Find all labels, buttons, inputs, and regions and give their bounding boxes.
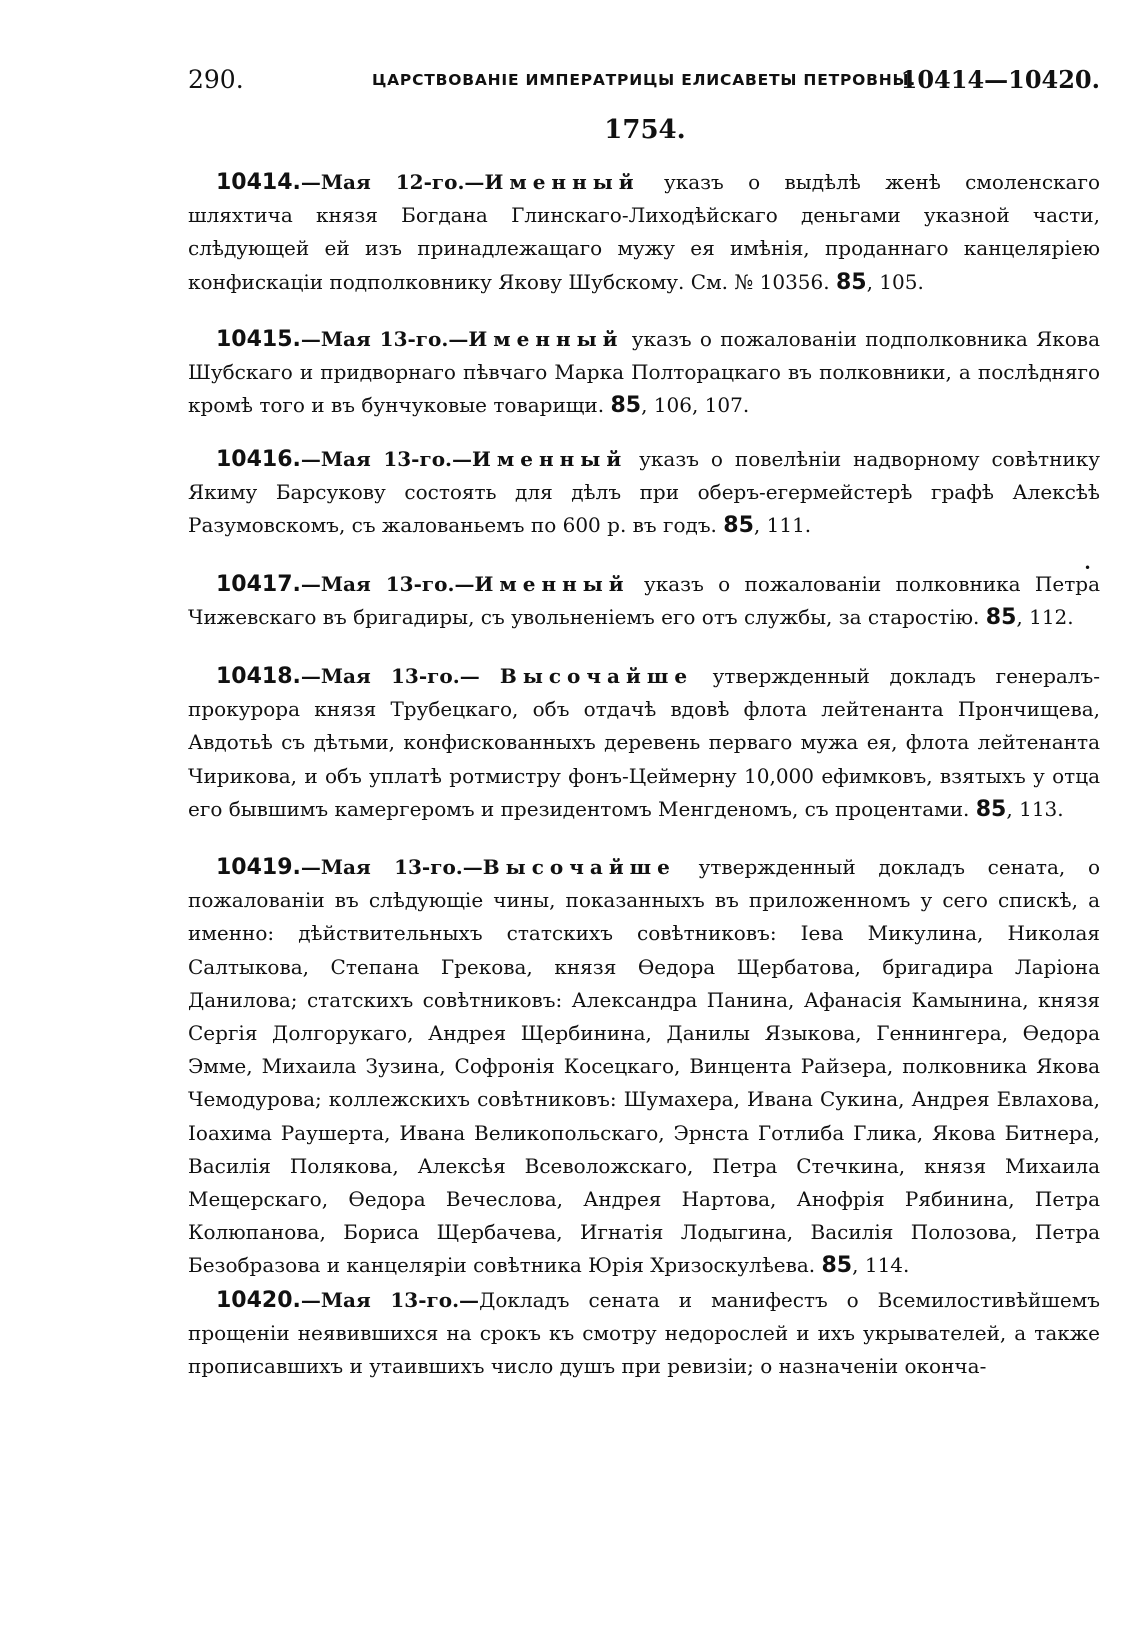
running-title: ЦАРСТВОВАНІЕ ИМПЕРАТРИЦЫ ЕЛИСАВЕТЫ ПЕТРОВНЫ. [371, 71, 917, 89]
entry-date: —Мая 13-го.— [300, 447, 473, 471]
stray-mark: • [1084, 561, 1092, 575]
entry-ref-pages: , 112. [1016, 605, 1074, 630]
entry-ref-pages: , 114. [852, 1253, 910, 1278]
entry-number: 10417. [216, 572, 301, 597]
entry-ref-volume: 85 [821, 1253, 853, 1279]
entry-number: 10419. [216, 855, 301, 880]
entry-ref-volume: 85 [610, 393, 642, 419]
entry-kind: Именный [468, 327, 624, 351]
entry-kind: Высочайше [482, 855, 676, 879]
entry-number: 10418. [216, 664, 301, 689]
entry-number: 10420. [216, 1288, 301, 1313]
entry-text: указъ о выдѣлѣ женѣ смоленскаго шляхтича князя Богдана Глинскаго-Лиходѣйскаго деньгами указной части, слѣдующей ей изъ принадлежащаго мужу ея имѣнія, проданнаго канцеляріею конфискаціи подполковнику Якову Шубскому. См. № 10356. [188, 170, 1100, 294]
entry-number: 10415. [216, 327, 301, 352]
entry-kind: Именный [474, 572, 630, 596]
entry-date: —Мая 13-го.— [300, 664, 500, 688]
entry-kind: Высочайше [499, 664, 694, 688]
entry-10419 [188, 851, 1100, 1283]
entry-10415 [188, 323, 1100, 423]
entry-text: утвержденный докладъ генералъ-прокурора князя Трубецкаго, объ отдачѣ вдовѣ флота лейтенанта Прончищева, Авдотьѣ съ дѣтьми, конфискованныхъ деревень перваго мужа ея, флота лейтенанта Чирикова, и объ уплатѣ ротмистру фонъ-Цеймерну 10,000 ефимковъ, взятыхъ у отца его бывшимъ камергеромъ и президентомъ Менгденомъ, съ процентами. [188, 664, 1100, 821]
entry-ref-volume: 85 [723, 513, 754, 539]
entry-date: —Мая 13-го.— [300, 572, 475, 596]
entry-ref-volume: 85 [975, 796, 1007, 822]
entry-ref-volume: 85 [985, 605, 1017, 631]
entry-date: —Мая 13-го.— [300, 327, 469, 351]
entry-text: указъ о пожалованіи полковника Петра Чижевскаго въ бригадиры, съ увольненіемъ его отъ службы, за старостію. [188, 572, 1100, 630]
entry-text: указъ о пожалованіи подполковника Якова Шубскаго и придворнаго пѣвчаго Марка Полторацкаго въ полковники, а послѣдняго кромѣ того и въ бунчуковые товарищи. [188, 327, 1100, 418]
entry-ref-pages: , 106, 107. [641, 393, 750, 418]
entry-text: Докладъ сената и манифестъ о Всемилостивѣйшемъ прощеніи неявившихся на срокъ къ смотру недорослей и ихъ укрывателей, а также прописавшихъ и утаившихъ число душъ при ревизіи; о назначеніи оконча- [188, 1288, 1100, 1379]
entry-range: 10414—10420. [900, 65, 1100, 94]
page-number: 290. [188, 65, 244, 94]
entry-date: —Мая 13-го.— [300, 855, 483, 879]
entry-ref-volume: 85 [835, 269, 867, 295]
entry-ref-pages: , 105. [866, 269, 924, 294]
entry-number: 10416. [216, 447, 301, 472]
running-header [188, 62, 1100, 98]
entry-number: 10414. [216, 170, 301, 195]
entry-ref-pages: , 111. [753, 513, 812, 538]
entry-text: утвержденный докладъ сената, о пожалованіи въ слѣдующіе чины, показанныхъ въ приложенномъ у сего спискѣ, а именно: дѣйствительныхъ статскихъ совѣтниковъ: Іева Микулина, Николая Салтыкова, Степана Грекова, князя Ѳедора Щербатова, бригадира Ларіона Данилова; статскихъ совѣтниковъ: Александра Панина, Афанасія Камынина, князя Сергія Долгорукаго, Андрея Щербинина, Данилы Языкова, Геннингера, Ѳедора Эмме, Михаила Зузина, Софронія Косецкаго, Винцента Райзера, полковника Якова Чемодурова; коллежскихъ совѣтниковъ: Шумахера, Ивана Сукина, Андрея Евлахова, Іоахима Раушерта, Ивана Великопольскаго, Эрнста Готлиба Глика, Якова Битнера, Василія Полякова, Алексѣя Всеволожскаго, Петра Стечкина, князя Михаила Мещерскаго, Ѳедора Вечеслова, Андрея Нартова, Анофрія Рябинина, Петра Колюпанова, Бориса Щербачева, Игнатія Лодыгина, Василія Полозова, Петра Безобразова и канцеляріи совѣтника Юрія Хризоскулѣева. [188, 855, 1100, 1278]
entry-date: —Мая 13-го.— [300, 1288, 480, 1312]
entry-10418 [188, 660, 1100, 826]
entry-text: указъ о повелѣніи надворному совѣтнику Якиму Барсукову состоять для дѣлъ при оберъ-егермейстерѣ графѣ Алексѣѣ Разумовскомъ, съ жалованьемъ по 600 р. въ годъ. [188, 447, 1100, 538]
entry-10414 [188, 166, 1100, 299]
entry-ref-pages: , 113. [1006, 796, 1064, 821]
entry-10420 [188, 1284, 1100, 1384]
entry-10416 [188, 443, 1100, 543]
entry-date: —Мая 12-го.— [300, 170, 485, 194]
entry-10417 [188, 568, 1100, 634]
year-heading: 1754. [604, 115, 686, 145]
entry-kind: Именный [484, 170, 640, 194]
entry-kind: Именный [472, 447, 628, 471]
